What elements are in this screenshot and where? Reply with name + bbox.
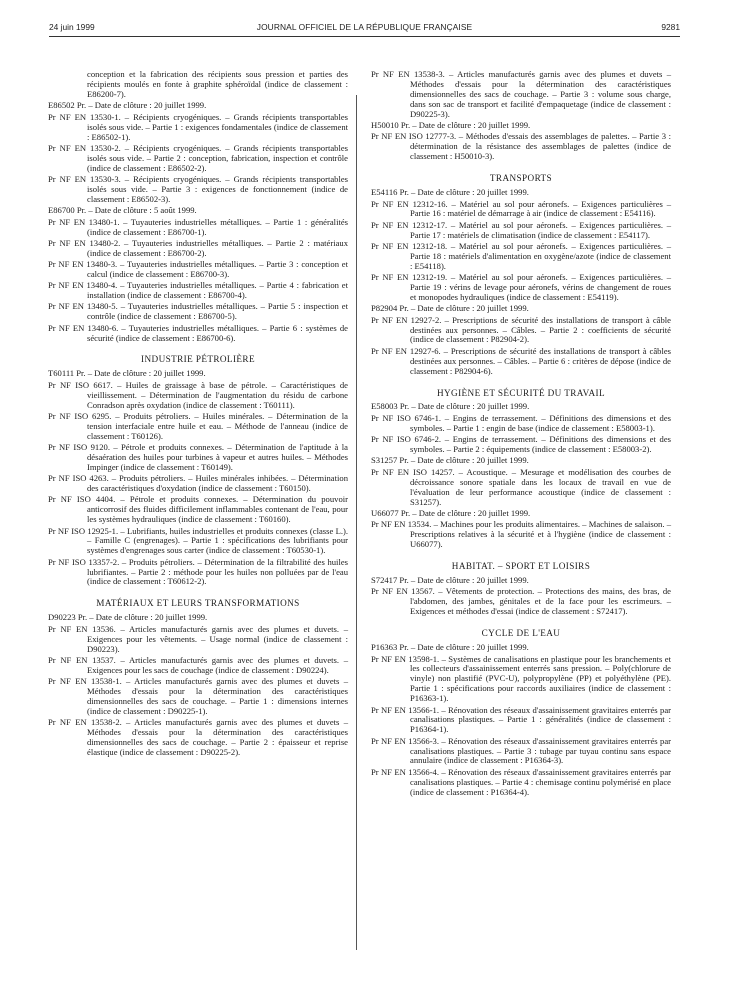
header-page-number: 9281 [661, 22, 680, 32]
section-heading-cycle-eau: CYCLE DE L'EAU [481, 628, 561, 639]
section-heading-hygiene: HYGIÈNE ET SÉCURITÉ DU TRAVAIL [436, 387, 605, 398]
standard-entry: Pr NF EN 13567. – Vêtements de protection. – Protections des mains, des bras, de l'abdomen, des jambes, génitales et de la face pour les escrimeurs. – Exigences et méthodes d'essai (indice de classement : S72417). [371, 586, 671, 617]
standard-entry: Pr NF EN 13536. – Articles manufacturés garnis avec des plumes et duvets. – Exigences pour les vêtements. – Usage normal (indice de classement : D90223). [48, 623, 348, 654]
closing-date: S72417 Pr. – Date de clôture : 20 juillet 1999. [371, 574, 529, 585]
standard-entry: Pr NF EN 12927-2. – Prescriptions de sécurité des installations de transport à câble destinées aux personnes. – Câbles. – Partie 2 : coefficients de sécurité (indice de classement : P82904-2). [371, 314, 671, 345]
header-rule [49, 36, 680, 37]
closing-date: P16363 Pr. – Date de clôture : 20 juillet 1999. [371, 642, 529, 653]
section-heading-habitat: HABITAT. – SPORT ET LOISIRS [451, 561, 591, 572]
page-header [49, 22, 680, 36]
standard-entry: Pr NF EN 13566-4. – Rénovation des réseaux d'assainissement gravitaires enterrés par canalisations plastiques. – Partie 4 : chemisage continu polymérisé en place (indice de classement : P16364-4). [371, 766, 671, 797]
standard-entry: Pr NF EN 13538-2. – Articles manufacturés garnis avec des plumes et duvets – Méthodes d'essais pour la détermination des caractéristiques dimensionnelles des sacs de couchage. – Partie 2 : épaisseur et reprise élastique (indice de classement : D90225-2). [48, 717, 348, 757]
standard-entry: Pr NF EN 13530-3. – Récipients cryogéniques. – Grands récipients transportables isolés sous vide. – Partie 3 : exigences de fonctionnement (indice de classement : E86502-3). [48, 174, 348, 204]
standard-entry: Pr NF EN 13566-3. – Rénovation des réseaux d'assainissement gravitaires enterrés par canalisations plastiques. – Partie 3 : tubage par tuyau continu sans espace annulaire (indice de classement : P16364-3). [371, 735, 671, 766]
left-column [48, 70, 348, 759]
closing-date: E86700 Pr. – Date de clôture : 5 août 1999. [48, 205, 197, 216]
continuation-text: conception et la fabrication des récipients sous pression et parties des récipients moulés en fonte à graphite sphéroïdal (indice de classement : E86200-7). [87, 69, 348, 99]
header-title: JOURNAL OFFICIEL DE LA RÉPUBLIQUE FRANÇAISE [256, 22, 473, 32]
standard-entry: Pr NF EN 12312-17. – Matériel au sol pour aéronefs. – Exigences particulières. – Partie 17 : matériels de climatisation (indice de classement : E54117). [371, 219, 671, 240]
standard-entry: Pr NF EN 12312-19. – Matériel au sol pour aéronefs. – Exigences particulières. – Partie 19 : vérins de levage pour aéronefs, vérins de changement de roues et monopodes hydrauliques (indice de classement : E54119). [371, 272, 671, 302]
standard-entry: Pr NF EN ISO 12777-3. – Méthodes d'essais des assemblages de palettes. – Partie 3 : détermination de la résistance des assemblages de palettes (indice de classement : H50010-3). [371, 131, 671, 162]
section-heading-transports: TRANSPORTS [489, 173, 553, 184]
section-heading-industrie-petroliere: INDUSTRIE PÉTROLIÈRE [141, 354, 255, 365]
closing-date: E54116 Pr. – Date de clôture : 20 juillet 1999. [371, 187, 529, 198]
standard-entry: Pr NF ISO 4263. – Produits pétroliers. – Huiles minérales inhibées. – Détermination des caractéristiques d'oxydation (indice de classement : T60150). [48, 473, 348, 494]
standard-entry: Pr NF ISO 12925-1. – Lubrifiants, huiles industrielles et produits connexes (classe L.). – Famille C (engrenages). – Partie 1 : spécifications des lubrifiants pour systèmes d'engrenages sous carter (indice de classement : T60530-1). [48, 525, 348, 556]
standard-entry: Pr NF EN 13480-1. – Tuyauteries industrielles métalliques. – Partie 1 : généralités (indice de classement : E86700-1). [48, 216, 348, 237]
standard-entry: Pr NF EN 13480-5. – Tuyauteries industrielles métalliques. – Partie 5 : inspection et contrôle (indice de classement : E86700-5). [48, 301, 348, 322]
standard-entry: Pr NF ISO 6746-1. – Engins de terrassement. – Définitions des dimensions et des symboles. – Partie 1 : engin de base (indice de classement : E58003-1). [371, 412, 671, 433]
standard-entry: Pr NF EN 13480-6. – Tuyauteries industrielles métalliques. – Partie 6 : systèmes de sécurité (indice de classement : E86700-6). [48, 322, 348, 343]
standard-entry: Pr NF EN ISO 14257. – Acoustique. – Mesurage et modélisation des courbes de décroissance sonore spatiale dans les locaux de travail en vue de l'évaluation de leur performance acoustique (indice de classement : S31257). [371, 466, 671, 507]
closing-date: S31257 Pr. – Date de clôture : 20 juillet 1999. [371, 455, 529, 466]
standard-entry: Pr NF EN 13598-1. – Systèmes de canalisations en plastique pour les branchements et les collecteurs d'assainissement enterrés sans pression. – Poly(chlorure de vinyle) non plastifié (PVC-U), polypropylène (PP) et polyéthylène (PE). Partie 1 : spécifications pour raccords auxiliaires (indice de classement : P16363-1). [371, 653, 671, 704]
standard-entry: Pr NF EN 12312-18. – Matériel au sol pour aéronefs. – Exigences particulières. – Partie 18 : matériels d'alimentation en oxygène/azote (indice de classement : E54118). [371, 240, 671, 271]
closing-date: E86502 Pr. – Date de clôture : 20 juillet 1999. [48, 100, 207, 111]
closing-date: P82904 Pr. – Date de clôture : 20 juillet 1999. [371, 303, 529, 314]
standard-entry: Pr NF EN 13538-3. – Articles manufacturés garnis avec des plumes et duvets – Méthodes d'essais pour la détermination des caractéristiques dimensionnelles des sacs de couchage. – Partie 3 : volume sous charge, dans son sac de transport et facilité d'empaquetage (indice de classement : D90225-3). [371, 69, 671, 119]
standard-entry: Pr NF EN 13538-1. – Articles manufacturés garnis avec des plumes et duvets – Méthodes d'essais pour la détermination des caractéristiques dimensionnelles des sacs de couchage. – Partie 1 : dimensions internes (indice de classement : D90225-1). [48, 676, 348, 716]
right-column [371, 70, 671, 799]
standard-entry: Pr NF ISO 4404. – Pétrole et produits connexes. – Détermination du pouvoir anticorrosif des fluides difficilement inflammables contenant de l'eau, pour les systèmes hydrauliques (indice de classement : T60160). [48, 494, 348, 525]
standard-entry: Pr NF EN 13480-3. – Tuyauteries industrielles métalliques. – Partie 3 : conception et calcul (indice de classement : E86700-3). [48, 259, 348, 279]
closing-date: T60111 Pr. – Date de clôture : 20 juillet 1999. [48, 368, 206, 379]
standard-entry: Pr NF EN 13530-1. – Récipients cryogéniques. – Grands récipients transportables isolés sous vide. – Partie 1 : exigences fondamentales (indice de classement : E86502-1). [48, 111, 348, 142]
closing-date: E58003 Pr. – Date de clôture : 20 juillet 1999. [371, 401, 530, 412]
standard-entry: Pr NF EN 13534. – Machines pour les produits alimentaires. – Machines de salaison. – Prescriptions relatives à la sécurité et à l'hygiène (indice de classement : U66077). [371, 519, 671, 550]
header-date: 24 juin 1999 [49, 22, 95, 32]
standard-entry: Pr NF EN 13530-2. – Récipients cryogéniques. – Grands récipients transportables isolés sous vide. – Partie 2 : conception, fabrication, inspection et contrôle (indice de classement : E86502-2). [48, 142, 348, 173]
standard-entry: Pr NF ISO 6617. – Huiles de graissage à base de pétrole. – Caractéristiques de vieillissement. – Détermination de l'augmentation du résidu de carbone Conradson après oxydation (indice de classement : T60111). [48, 379, 348, 410]
standard-entry: Pr NF EN 13480-4. – Tuyauteries industrielles métalliques. – Partie 4 : fabrication et installation (indice de classement : E86700-4). [48, 280, 348, 301]
standard-entry: Pr NF EN 13480-2. – Tuyauteries industrielles métalliques. – Partie 2 : matériaux (indice de classement : E86700-2). [48, 237, 348, 258]
standard-entry: Pr NF ISO 13357-2. – Produits pétroliers. – Détermination de la filtrabilité des huiles lubrifiantes. – Partie 2 : méthode pour les huiles non polluées par de l'eau (indice de classement : T60612-2). [48, 556, 348, 587]
standard-entry: Pr NF EN 13566-1. – Rénovation des réseaux d'assainissement gravitaires enterrés par canalisations plastiques. – Partie 1 : généralités (indice de classement : P16364-1). [371, 704, 671, 735]
standard-entry: Pr NF ISO 6746-2. – Engins de terrassement. – Définitions des dimensions et des symboles. – Partie 2 : équipements (indice de classement : E58003-2). [371, 434, 671, 455]
standard-entry: Pr NF ISO 9120. – Pétrole et produits connexes. – Détermination de l'aptitude à la désaération des huiles pour turbines à vapeur et autres huiles. – Méthodes Impinger (indice de classement : T60149). [48, 442, 348, 472]
column-divider [356, 95, 357, 950]
closing-date: U66077 Pr. – Date de clôture : 20 juillet 1999. [371, 507, 531, 518]
closing-date: D90223 Pr. – Date de clôture : 20 juillet 1999. [48, 612, 208, 623]
closing-date: H50010 Pr. – Date de clôture : 20 juillet 1999. [371, 119, 531, 130]
standard-entry: Pr NF EN 12927-6. – Prescriptions de sécurité des installations de transport à câbles destinées aux personnes. – Câbles. – Partie 6 : critères de dépose (indice de classement : P82904-6). [371, 345, 671, 376]
section-heading-materiaux: MATÉRIAUX ET LEURS TRANSFORMATIONS [96, 598, 300, 609]
standard-entry: Pr NF ISO 6295. – Produits pétroliers. – Huiles minérales. – Détermination de la tension interfaciale entre huile et eau. – Méthode de l'anneau (indice de classement : T60126). [48, 410, 348, 441]
standard-entry: Pr NF EN 13537. – Articles manufacturés garnis avec des plumes et duvets. – Exigences pour les sacs de couchage (indice de classement : D90224). [48, 654, 348, 675]
standard-entry: Pr NF EN 12312-16. – Matériel au sol pour aéronefs. – Exigences particulières – Partie 16 : matériel de démarrage à air (indice de classement : E54116). [371, 198, 671, 219]
